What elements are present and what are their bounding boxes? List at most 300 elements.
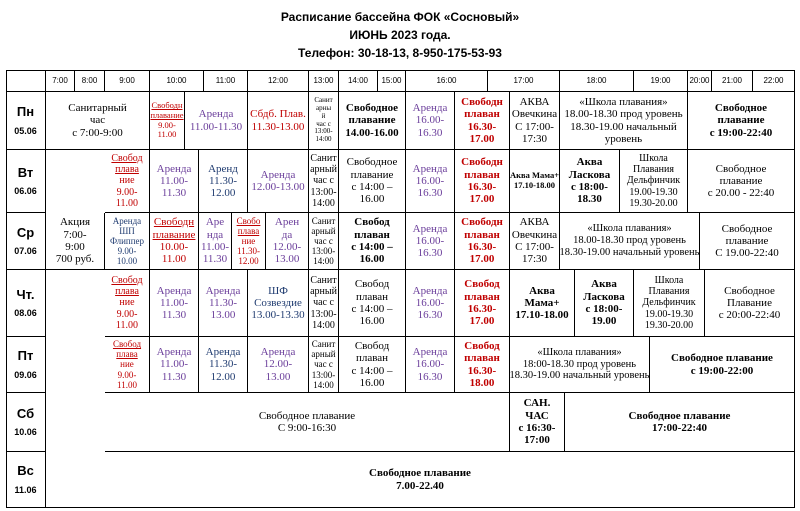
cell-line: Свободное <box>346 156 398 169</box>
day-date: 08.06 <box>14 308 37 319</box>
cell-line: да <box>281 228 293 241</box>
cell-line: с 14:00 – <box>351 241 393 253</box>
time-label: 13:00 <box>313 75 334 85</box>
schedule-cell <box>46 92 150 150</box>
cell-line: Ласкова <box>583 290 625 303</box>
schedule-cell <box>339 337 406 393</box>
schedule-cell <box>510 337 650 393</box>
cell-line: с 14:00 – <box>351 364 393 377</box>
cell-line: плаван <box>464 290 500 303</box>
cell-line: Свобод <box>464 278 500 291</box>
cell-line: Аренда <box>205 284 241 297</box>
day-date: 05.06 <box>14 125 37 136</box>
cell-line: 19.30-20.00 <box>644 319 694 331</box>
cell-line: уровень <box>604 132 643 145</box>
cell-line: Свободное <box>714 102 768 115</box>
day-name: Сб <box>16 405 35 421</box>
schedule-cell <box>560 92 688 150</box>
cell-line: 12.00-13.00 <box>251 181 305 193</box>
time-label: 16:00 <box>436 75 457 85</box>
cell-line: Акция <box>59 216 91 229</box>
schedule-cell <box>406 92 455 150</box>
schedule-cell <box>309 337 339 393</box>
cell-line: 11.30- <box>208 296 237 309</box>
day-label <box>6 150 46 213</box>
cell-line: С 19.00-22:40 <box>715 247 779 260</box>
schedule-cell <box>266 213 309 270</box>
cell-line: Санит <box>314 96 333 105</box>
cell-line: Свободное <box>724 284 775 297</box>
day-date: 11.06 <box>14 484 37 495</box>
time-label: 17:00 <box>513 75 534 85</box>
cell-line: 16.00- <box>415 174 445 187</box>
day-label <box>6 393 46 452</box>
schedule-cell <box>510 92 560 150</box>
cell-line: Свобод <box>354 278 390 291</box>
cell-line: Свободное плавание <box>258 409 356 422</box>
cell-line: плаван <box>464 352 500 365</box>
cell-line: Свободное <box>715 162 767 175</box>
day-date: 10.06 <box>14 427 37 438</box>
time-label: 15:00 <box>381 75 402 85</box>
schedule-cell <box>339 92 406 150</box>
schedule-cell <box>248 150 309 213</box>
day-date: 06.06 <box>14 186 37 197</box>
cell-line: Свобод <box>111 153 143 165</box>
schedule-cell <box>185 92 248 150</box>
cell-line: 13.00 <box>265 370 291 383</box>
day-label <box>6 337 46 393</box>
cell-line: Свободн <box>461 216 503 229</box>
cell-line: 11.00- <box>159 296 188 309</box>
schedule-cell <box>406 270 455 337</box>
schedule-cell <box>46 452 795 508</box>
schedule-cell <box>232 213 266 270</box>
time-label: 20:00 <box>689 75 710 85</box>
schedule-cell <box>700 213 795 270</box>
time-header <box>688 70 712 92</box>
day-label <box>6 452 46 508</box>
cell-line: 16.30- <box>467 120 497 133</box>
cell-line: час с <box>313 297 334 309</box>
cell-line: Свобод <box>111 275 143 287</box>
cell-line: Аренда <box>412 284 448 297</box>
cell-line: Аренда <box>156 346 192 359</box>
cell-line: плаван <box>355 290 389 303</box>
cell-line: плаван <box>464 108 500 121</box>
cell-line: нда <box>206 228 224 241</box>
cell-line: 11.00-11.30 <box>189 120 243 133</box>
schedule-cell <box>105 270 150 337</box>
cell-line: 11.30- <box>208 174 237 187</box>
cell-line: Плавания <box>633 164 674 176</box>
cell-line: Свобо <box>236 215 261 226</box>
time-header <box>753 70 795 92</box>
schedule-cell <box>406 337 455 393</box>
cell-line: с 14:00 – <box>351 303 393 315</box>
cell-line: С 9:00-16:30 <box>277 422 337 434</box>
cell-line: час <box>89 114 106 127</box>
cell-line: Аренда <box>260 346 296 359</box>
cell-line: САН. <box>523 397 551 410</box>
cell-line: 17.10-18.00 <box>513 180 556 190</box>
cell-line: 14:00 <box>312 319 335 331</box>
cell-line: 14:00 <box>315 135 332 144</box>
cell-line: 16.30- <box>467 303 497 315</box>
schedule-cell <box>565 393 795 452</box>
time-header-corner <box>6 70 46 92</box>
cell-line: Дельфинчик <box>626 175 681 187</box>
cell-line: й <box>321 111 326 120</box>
schedule-cell <box>105 337 150 393</box>
cell-line: 16.30 <box>417 309 443 322</box>
cell-line: 17:30 <box>521 253 548 266</box>
schedule-cell <box>309 150 339 213</box>
schedule-cell <box>150 150 199 213</box>
cell-line: Аренда <box>156 284 192 297</box>
cell-line: плаван <box>355 352 389 365</box>
schedule-cell <box>105 393 510 452</box>
cell-line: Свободн <box>461 156 503 169</box>
cell-line: Мама+ <box>524 296 560 309</box>
cell-line: 19.00 <box>591 315 617 328</box>
time-header <box>204 70 248 92</box>
cell-line: ШФ <box>268 284 288 297</box>
cell-line: плаван <box>464 168 500 181</box>
cell-line: 16.00 <box>359 193 385 206</box>
cell-line: Санит <box>311 339 336 350</box>
cell-line: 16.30 <box>417 187 443 200</box>
time-label: 14:00 <box>347 75 369 85</box>
cell-line: 14:00 <box>313 379 334 390</box>
cell-line: 11.00 <box>117 379 137 390</box>
time-label: 22:00 <box>763 75 784 85</box>
cell-line: ЧАС <box>525 409 549 422</box>
cell-line: 18.30-19.00 начальный уровень <box>510 370 650 382</box>
cell-line: 16.30- <box>467 241 497 253</box>
cell-line: с 16:30- <box>518 422 556 434</box>
cell-line: 17:30 <box>521 132 548 145</box>
cell-line: 7.00-22.40 <box>396 479 444 492</box>
schedule-cell <box>248 270 309 337</box>
cell-line: 17.00 <box>469 132 495 145</box>
cell-line: 18.30 <box>577 193 602 206</box>
cell-line: с 14:00 – <box>351 181 393 193</box>
cell-line: плава <box>237 225 260 236</box>
cell-line: Ласкова <box>568 168 611 181</box>
cell-line: 11.00- <box>159 174 188 187</box>
cell-line: 16.30- <box>467 181 497 193</box>
schedule-cell <box>309 92 339 150</box>
schedule-cell <box>199 150 248 213</box>
schedule-cell <box>620 150 688 213</box>
schedule-title: Расписание бассейна ФОК «Сосновый» <box>280 10 520 24</box>
cell-line: Аренда <box>412 162 448 175</box>
cell-line: 18.00-18.30 прод уровень <box>564 108 683 121</box>
cell-line: с 20:00-22:40 <box>718 309 781 322</box>
schedule-cell <box>150 270 199 337</box>
cell-line: Аренда <box>198 108 234 121</box>
cell-line: Плавание <box>727 296 772 309</box>
schedule-cell <box>455 150 510 213</box>
cell-line: 9.00- <box>117 246 137 257</box>
time-header <box>75 70 105 92</box>
cell-line: Аренда <box>412 102 448 115</box>
cell-line: Аренда <box>205 346 241 359</box>
cell-line: 14.00-16.00 <box>345 126 399 139</box>
cell-line: Овечкина <box>511 228 558 241</box>
cell-line: 9.00- <box>116 308 138 320</box>
cell-line: 9:00 <box>65 241 85 253</box>
cell-line: Свободное плавание <box>369 467 471 480</box>
cell-line: Аренда <box>156 162 192 175</box>
schedule-cell <box>150 92 185 150</box>
cell-line: 17:00 <box>524 434 550 447</box>
cell-line: 11.30- <box>237 246 260 257</box>
cell-line: С 17:00- <box>515 120 554 133</box>
cell-line: 16.30- <box>467 364 497 377</box>
cell-line: 16.00 <box>359 253 385 266</box>
cell-line: 12.00 <box>238 256 259 267</box>
cell-line: 16.00- <box>415 234 445 247</box>
cell-line: плавание <box>350 168 394 181</box>
schedule-cell <box>199 270 248 337</box>
cell-line: 19.00-19.30 <box>629 186 678 198</box>
schedule-phone: Телефон: 30-18-13, 8-950-175-53-93 <box>298 46 502 60</box>
cell-line: 12.00- <box>263 358 293 371</box>
schedule-cell <box>575 270 634 337</box>
time-header <box>105 70 150 92</box>
cell-line: 17.10-18.00 <box>515 309 569 322</box>
time-label: 11:00 <box>215 75 236 85</box>
cell-line: Свобод <box>112 339 142 350</box>
cell-line: Аренд <box>208 162 238 175</box>
cell-line: 13.00 <box>274 253 300 266</box>
cell-line: Школа <box>654 275 684 287</box>
cell-line: с 19:00-22:40 <box>709 126 773 139</box>
time-header <box>488 70 560 92</box>
day-name: Пн <box>16 104 35 120</box>
cell-line: 16.30 <box>417 126 443 139</box>
cell-line: «Школа плавания» <box>579 95 668 108</box>
time-header <box>712 70 753 92</box>
cell-line: 18.00 <box>469 376 495 389</box>
cell-line: Школа <box>639 153 668 165</box>
cell-line: 13.00 <box>210 309 236 322</box>
cell-line: час с <box>316 119 331 128</box>
cell-line: 12.00 <box>210 370 236 383</box>
cell-line: 7:00- <box>63 228 87 241</box>
cell-line: с 19:00-22:00 <box>690 364 754 377</box>
day-name: Пт <box>17 348 34 364</box>
cell-line: 11.30 <box>161 187 187 200</box>
cell-line: арный <box>310 164 337 176</box>
day-name: Вт <box>17 164 34 180</box>
time-label: 18:00 <box>586 75 607 85</box>
cell-line: Свободн <box>151 100 183 111</box>
cell-line: с 18:00- <box>585 303 623 315</box>
time-header <box>560 70 634 92</box>
cell-line: 12.00- <box>272 241 302 253</box>
schedule-cell <box>560 150 620 213</box>
cell-line: Аква Мама+ <box>510 170 560 181</box>
cell-line: 13:00- <box>310 308 337 320</box>
schedule-cell <box>455 270 510 337</box>
time-label: 19:00 <box>650 75 671 85</box>
cell-line: Аренда <box>260 168 296 181</box>
schedule-cell <box>455 337 510 393</box>
cell-line: арный <box>311 349 336 360</box>
schedule-cell <box>248 337 309 393</box>
time-label: 21:00 <box>721 75 743 85</box>
cell-line: 16.00- <box>415 358 445 371</box>
schedule-cell <box>339 270 406 337</box>
cell-line: 9.00- <box>158 119 176 130</box>
cell-line: Свободное <box>721 222 773 235</box>
cell-line: Санитарный <box>68 102 127 115</box>
cell-line: Аре <box>205 216 225 229</box>
cell-line: 11.00- <box>159 358 188 371</box>
day-label <box>6 270 46 337</box>
schedule-cell <box>105 150 150 213</box>
cell-line: Аренда <box>412 222 448 235</box>
cell-line: 16.30 <box>417 370 443 383</box>
time-header <box>309 70 339 92</box>
cell-line: Дельфинчик <box>642 297 696 309</box>
cell-line: 16.30 <box>417 247 443 260</box>
cell-line: 11.00 <box>157 129 177 140</box>
schedule-cell <box>510 393 565 452</box>
day-label <box>6 92 46 150</box>
cell-line: Свободное плавание <box>628 409 731 422</box>
cell-line: 18.30-19.00 начальный <box>570 120 677 133</box>
cell-line: 17.00 <box>469 315 495 328</box>
cell-line: арны <box>315 103 332 112</box>
cell-line: с 18:00- <box>571 181 608 193</box>
time-header <box>248 70 309 92</box>
cell-line: Свободное плавание <box>671 352 773 365</box>
cell-line: 11.30 <box>202 253 228 266</box>
schedule-cell <box>650 337 795 393</box>
cell-line: ние <box>119 297 135 309</box>
cell-line: 12.00 <box>210 187 236 200</box>
cell-line: 9.00- <box>117 369 137 380</box>
schedule-cell <box>248 92 309 150</box>
cell-line: Арен <box>274 216 300 229</box>
day-label <box>6 213 46 270</box>
cell-line: плавание <box>348 114 396 127</box>
cell-line: плава <box>116 349 138 360</box>
schedule-cell <box>510 270 575 337</box>
cell-line: 10.00- <box>159 241 189 253</box>
schedule-cell <box>309 270 339 337</box>
time-label: 7:00 <box>52 75 68 85</box>
time-label: 12:00 <box>267 75 289 85</box>
cell-line: 17.00 <box>469 253 495 266</box>
cell-line: 16.00 <box>359 376 385 389</box>
schedule-cell <box>199 337 248 393</box>
cell-line: 19.00-19.30 <box>644 308 694 320</box>
cell-line: плава <box>115 164 139 176</box>
cell-line: плаван <box>464 228 500 241</box>
schedule-cell <box>688 92 795 150</box>
day-name: Вс <box>17 463 34 479</box>
cell-line: 16.00 <box>359 315 385 328</box>
cell-line: Аренда <box>112 215 142 226</box>
cell-line: 14:00 <box>312 197 335 209</box>
day-name: Ср <box>16 224 35 240</box>
cell-line: плавание <box>150 109 184 120</box>
cell-line: «Школа плавания» <box>587 223 672 235</box>
cell-line: 17.00 <box>469 193 495 206</box>
schedule-cell <box>510 213 560 270</box>
cell-line: 11.00 <box>115 197 139 209</box>
schedule-cell <box>199 213 232 270</box>
cell-line: арный <box>310 286 337 298</box>
cell-line: плавание <box>719 174 763 187</box>
time-label: 9:00 <box>119 75 135 85</box>
cell-line: час с <box>313 175 334 187</box>
cell-line: 13:00- <box>314 127 333 136</box>
cell-line: 11.00 <box>115 319 139 331</box>
cell-line: 18.00-18.30 прод уровень <box>573 235 686 247</box>
schedule-cell <box>510 150 560 213</box>
cell-line: 11.30 <box>161 309 187 322</box>
time-header <box>46 70 75 92</box>
schedule-cell <box>46 213 105 270</box>
schedule-cell <box>688 150 795 213</box>
time-header <box>150 70 204 92</box>
schedule-cell <box>339 150 406 213</box>
cell-line: плава <box>115 286 139 298</box>
cell-line: С 17:00- <box>515 241 554 253</box>
cell-line: ние <box>119 175 135 187</box>
cell-line: Аква <box>576 156 603 169</box>
cell-line: Аренда <box>412 346 448 359</box>
time-label: 10:00 <box>166 75 187 85</box>
cell-line: Свободн <box>461 95 503 108</box>
schedule-cell <box>150 337 199 393</box>
cell-line: Овечкина <box>511 108 558 121</box>
cell-line: АКВА <box>519 216 550 229</box>
schedule-cell <box>105 213 150 270</box>
schedule-cell <box>560 213 700 270</box>
cell-line: 700 руб. <box>55 253 95 266</box>
cell-line: 16.00- <box>415 114 445 127</box>
cell-line: Санит <box>311 215 336 226</box>
cell-line: 18.30-19.00 начальный уровень <box>560 246 700 258</box>
schedule-cell <box>406 150 455 213</box>
cell-line: плаван <box>354 228 390 241</box>
cell-line: ние <box>120 359 134 370</box>
cell-line: 11.30-13.00 <box>251 120 305 133</box>
cell-line: ние <box>241 235 256 246</box>
cell-line: Свободное <box>345 102 399 115</box>
cell-line: плавание <box>717 114 765 127</box>
cell-line: 16.00- <box>415 296 445 309</box>
day-name: Чт. <box>16 286 35 302</box>
cell-line: Санит <box>310 153 337 165</box>
schedule-cell <box>705 270 795 337</box>
cell-line: ШП <box>119 225 135 236</box>
time-header <box>339 70 378 92</box>
cell-line: 13.00-13.30 <box>251 309 305 322</box>
cell-line: «Школа плавания» <box>537 346 622 358</box>
cell-line: 17:00-22:40 <box>652 422 707 434</box>
cell-line: 13:00- <box>311 369 336 380</box>
time-header <box>378 70 406 92</box>
cell-line: Флиппер <box>109 235 145 246</box>
